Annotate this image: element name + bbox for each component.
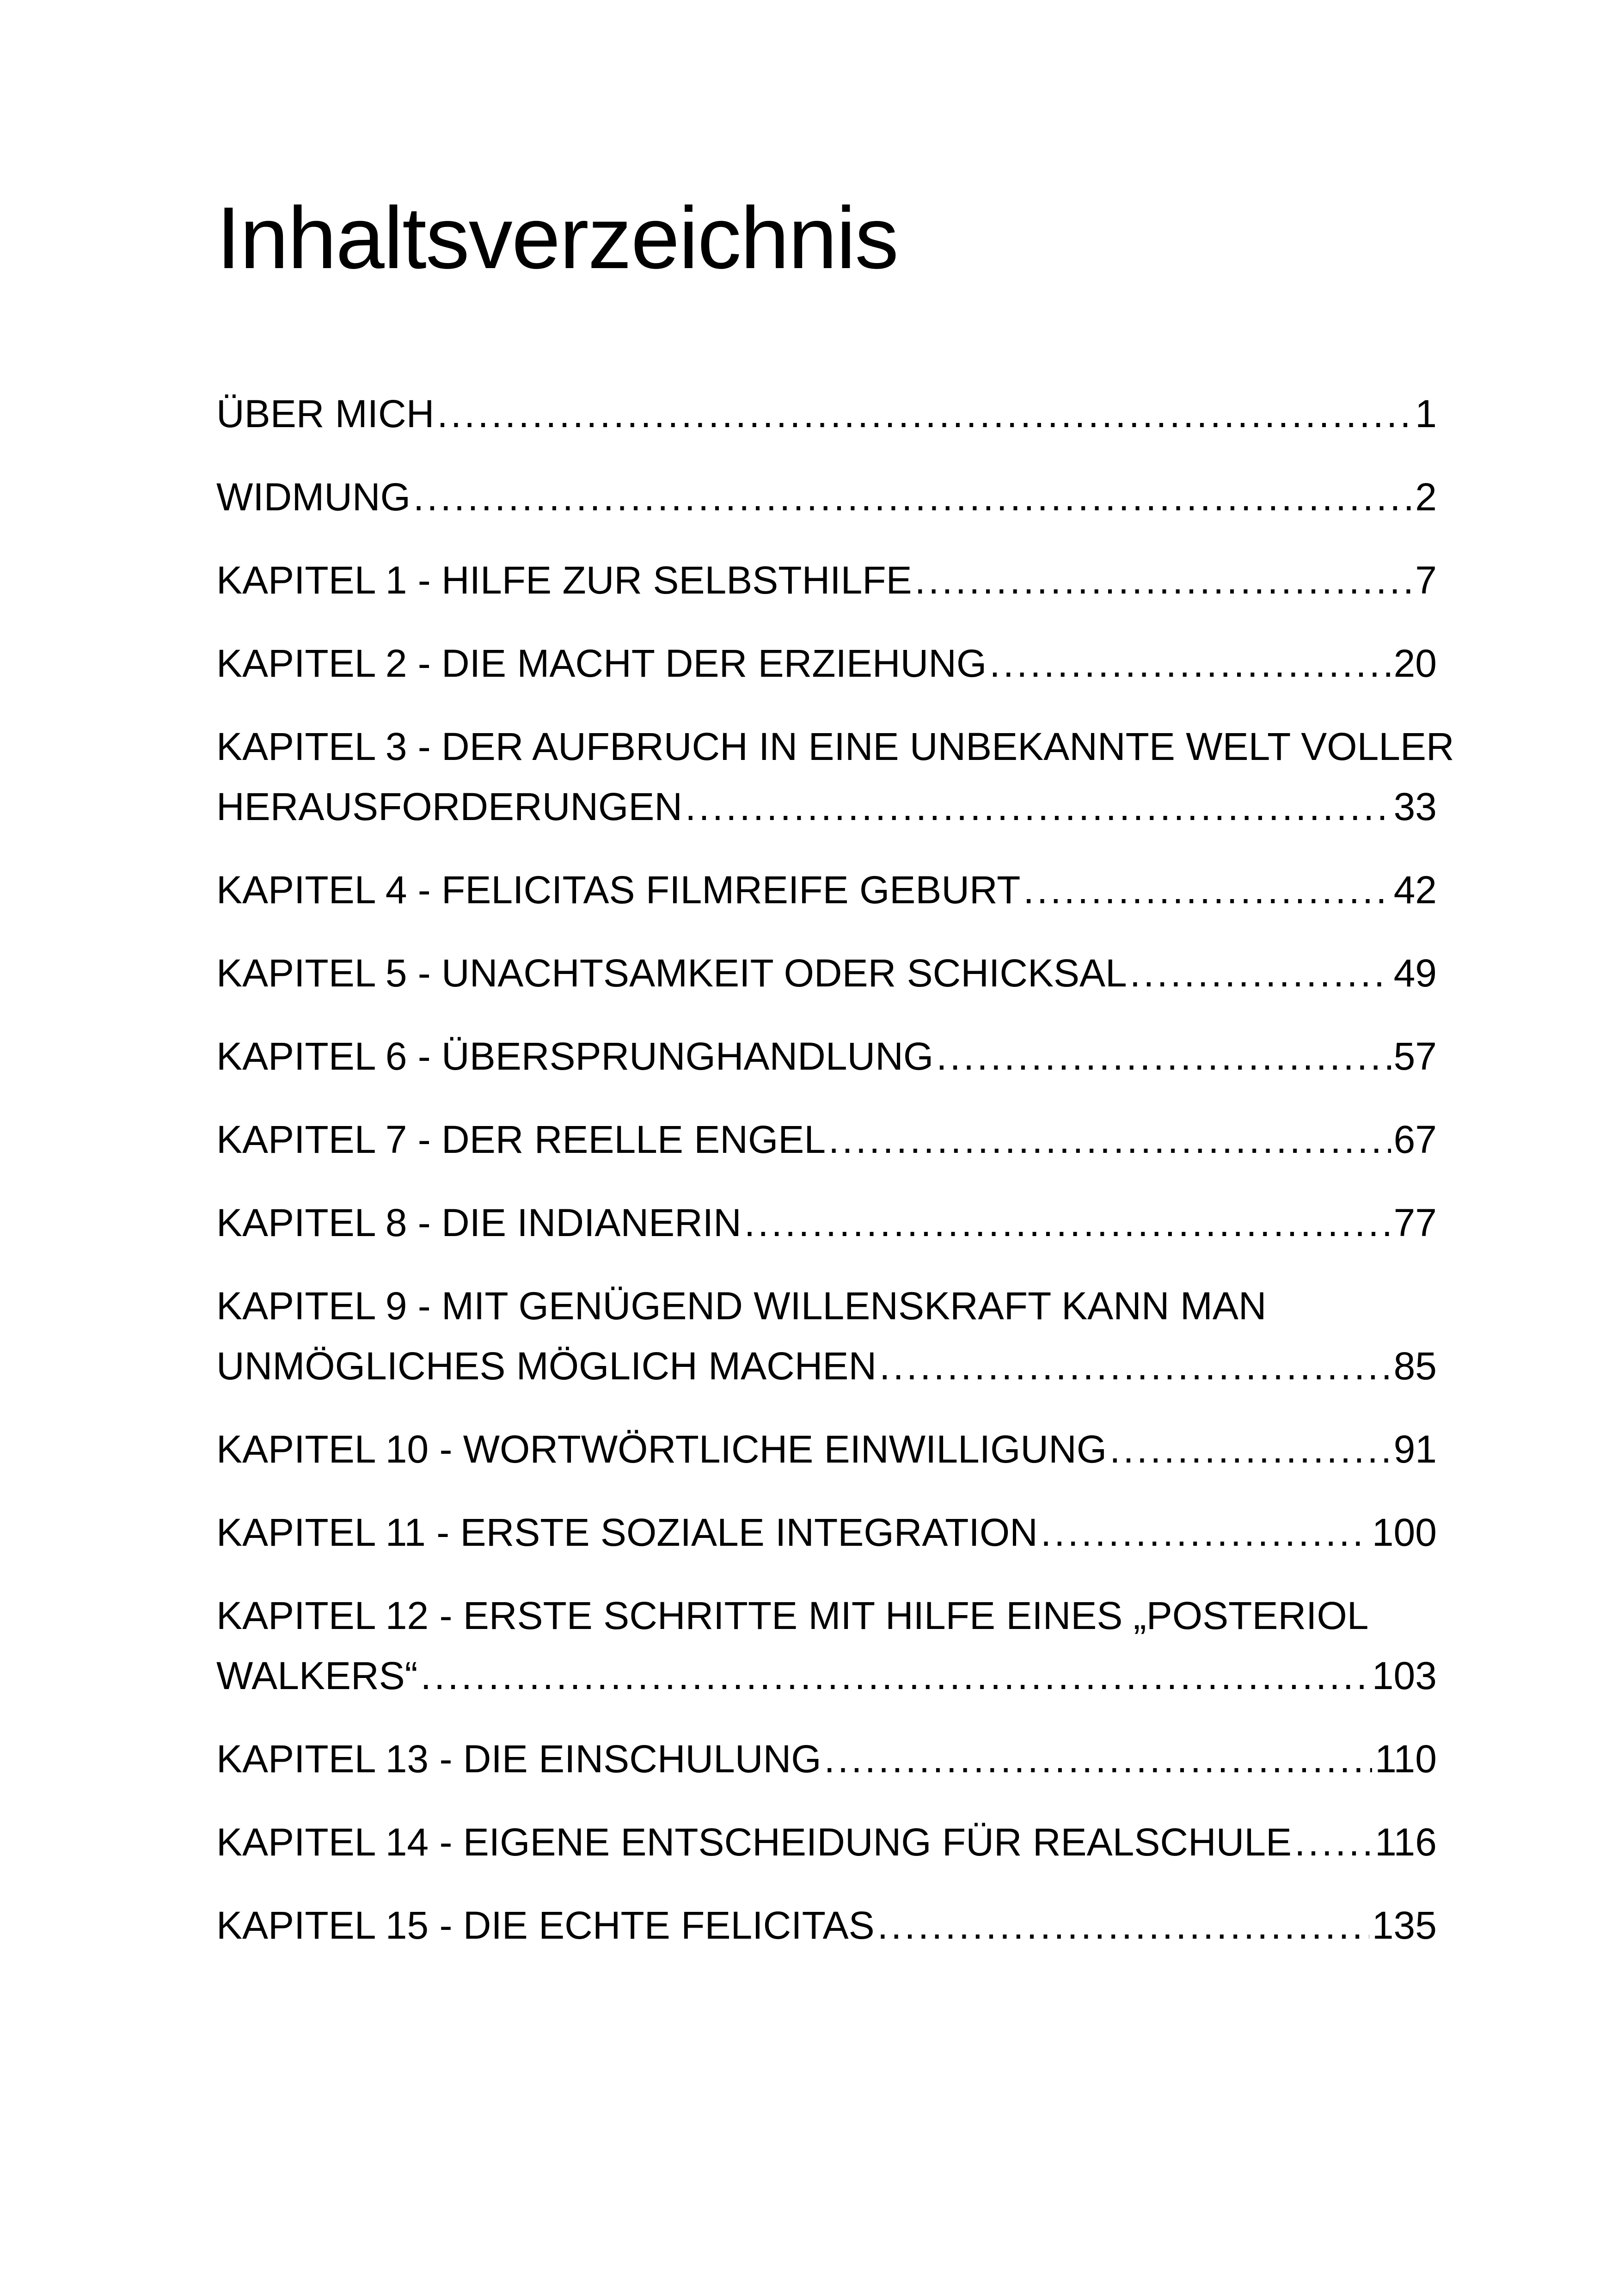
page-title: Inhaltsverzeichnis bbox=[216, 189, 898, 287]
toc-entry-page-number: 67 bbox=[1393, 1118, 1437, 1161]
toc-entry[interactable] bbox=[216, 1193, 1437, 1253]
toc-list bbox=[216, 384, 1454, 1978]
toc-entry-page-number: 116 bbox=[1375, 1820, 1437, 1864]
toc-entry[interactable] bbox=[216, 1109, 1437, 1169]
dot-leader bbox=[1130, 943, 1391, 1003]
toc-entry[interactable] bbox=[216, 1895, 1437, 1955]
toc-entry-line bbox=[216, 1812, 1437, 1872]
toc-entry-page-number: 1 bbox=[1415, 392, 1437, 435]
toc-entry-page-number: 103 bbox=[1372, 1654, 1437, 1697]
toc-entry-line bbox=[216, 1193, 1437, 1253]
toc-entry-title: KAPITEL 5 - UNACHTSAMKEIT ODER SCHICKSAL bbox=[216, 951, 1127, 995]
toc-entry[interactable] bbox=[216, 943, 1437, 1003]
toc-entry-title: KAPITEL 13 - DIE EINSCHULUNG bbox=[216, 1737, 821, 1781]
toc-entry[interactable] bbox=[216, 1502, 1437, 1562]
toc-entry-title: HERAUSFORDERUNGEN bbox=[216, 785, 683, 828]
toc-entry-page-number: 42 bbox=[1393, 868, 1437, 912]
toc-entry-page-number: 85 bbox=[1393, 1344, 1437, 1388]
toc-entry[interactable] bbox=[216, 384, 1437, 444]
toc-entry-line bbox=[216, 943, 1437, 1003]
dot-leader bbox=[437, 384, 1412, 444]
toc-entry-title: KAPITEL 1 - HILFE ZUR SELBSTHILFE bbox=[216, 558, 912, 602]
toc-entry-title: WIDMUNG bbox=[216, 475, 411, 519]
toc-entry-line bbox=[216, 550, 1437, 610]
dot-leader bbox=[915, 550, 1413, 610]
toc-entry-title-line1: KAPITEL 9 - MIT GENÜGEND WILLENSKRAFT KANN MAN bbox=[216, 1284, 1267, 1328]
toc-entry-page-number: 20 bbox=[1393, 642, 1437, 685]
toc-entry[interactable] bbox=[216, 1419, 1437, 1479]
toc-entry-title: KAPITEL 4 - FELICITAS FILMREIFE GEBURT bbox=[216, 868, 1021, 912]
dot-leader bbox=[877, 1895, 1369, 1955]
toc-entry-page-number: 7 bbox=[1415, 558, 1437, 602]
toc-entry-line bbox=[216, 1336, 1437, 1396]
toc-entry-page-number: 91 bbox=[1393, 1427, 1437, 1471]
toc-entry-title: KAPITEL 7 - DER REELLE ENGEL bbox=[216, 1118, 826, 1161]
toc-entry-title: KAPITEL 14 - EIGENE ENTSCHEIDUNG FÜR REALSCHULE bbox=[216, 1820, 1292, 1864]
dot-leader bbox=[1041, 1502, 1369, 1562]
toc-entry[interactable] bbox=[216, 550, 1437, 610]
toc-entry-page-number: 135 bbox=[1372, 1904, 1437, 1947]
toc-entry-page-number: 57 bbox=[1393, 1035, 1437, 1078]
toc-entry[interactable] bbox=[216, 1812, 1437, 1872]
toc-entry-title: ÜBER MICH bbox=[216, 392, 435, 435]
toc-entry-line bbox=[216, 1729, 1437, 1789]
dot-leader bbox=[1109, 1419, 1391, 1479]
toc-entry-line bbox=[216, 1109, 1437, 1169]
dot-leader bbox=[879, 1336, 1391, 1396]
toc-entry[interactable] bbox=[216, 1586, 1437, 1706]
toc-entry[interactable] bbox=[216, 1729, 1437, 1789]
toc-entry-page-number: 110 bbox=[1375, 1737, 1437, 1781]
toc-entry-line bbox=[216, 1502, 1437, 1562]
toc-entry-line bbox=[216, 633, 1437, 693]
dot-leader bbox=[936, 1026, 1391, 1086]
toc-entry-line bbox=[216, 467, 1437, 527]
toc-entry-title-line1: KAPITEL 12 - ERSTE SCHRITTE MIT HILFE EINES „POSTERIOL bbox=[216, 1594, 1369, 1637]
toc-entry-page-number: 77 bbox=[1393, 1201, 1437, 1244]
toc-entry[interactable] bbox=[216, 1276, 1437, 1396]
toc-entry-title: WALKERS“ bbox=[216, 1654, 418, 1697]
toc-entry-title-line1: KAPITEL 3 - DER AUFBRUCH IN EINE UNBEKANNTE WELT VOLLER bbox=[216, 725, 1454, 768]
dot-leader bbox=[685, 777, 1391, 837]
toc-entry-title: KAPITEL 8 - DIE INDIANERIN bbox=[216, 1201, 742, 1244]
toc-entry-page-number: 100 bbox=[1372, 1511, 1437, 1554]
toc-entry-title: KAPITEL 10 - WORTWÖRTLICHE EINWILLIGUNG bbox=[216, 1427, 1107, 1471]
toc-entry[interactable] bbox=[216, 467, 1437, 527]
dot-leader bbox=[421, 1646, 1369, 1706]
toc-entry[interactable] bbox=[216, 860, 1437, 920]
toc-entry[interactable] bbox=[216, 1026, 1437, 1086]
toc-entry-line bbox=[216, 1026, 1437, 1086]
dot-leader bbox=[989, 633, 1391, 693]
dot-leader bbox=[1294, 1812, 1372, 1872]
toc-entry-line bbox=[216, 860, 1437, 920]
toc-entry-line bbox=[216, 777, 1437, 837]
toc-entry-title: KAPITEL 2 - DIE MACHT DER ERZIEHUNG bbox=[216, 642, 987, 685]
toc-entry-page-number: 49 bbox=[1393, 951, 1437, 995]
toc-entry-title: KAPITEL 6 - ÜBERSPRUNGHANDLUNG bbox=[216, 1035, 934, 1078]
toc-entry-line bbox=[216, 1646, 1437, 1706]
toc-entry-page-number: 2 bbox=[1415, 475, 1437, 519]
toc-entry-title: KAPITEL 15 - DIE ECHTE FELICITAS bbox=[216, 1904, 875, 1947]
toc-entry[interactable] bbox=[216, 633, 1437, 693]
toc-entry-line bbox=[216, 1419, 1437, 1479]
toc-entry-page-number: 33 bbox=[1393, 785, 1437, 828]
dot-leader bbox=[413, 467, 1412, 527]
dot-leader bbox=[824, 1729, 1373, 1789]
dot-leader bbox=[744, 1193, 1391, 1253]
toc-entry-line bbox=[216, 384, 1437, 444]
dot-leader bbox=[1023, 860, 1391, 920]
toc-entry-title: KAPITEL 11 - ERSTE SOZIALE INTEGRATION bbox=[216, 1511, 1038, 1554]
toc-entry-title: UNMÖGLICHES MÖGLICH MACHEN bbox=[216, 1344, 877, 1388]
toc-entry[interactable] bbox=[216, 716, 1454, 837]
dot-leader bbox=[828, 1109, 1391, 1169]
toc-entry-line bbox=[216, 1895, 1437, 1955]
